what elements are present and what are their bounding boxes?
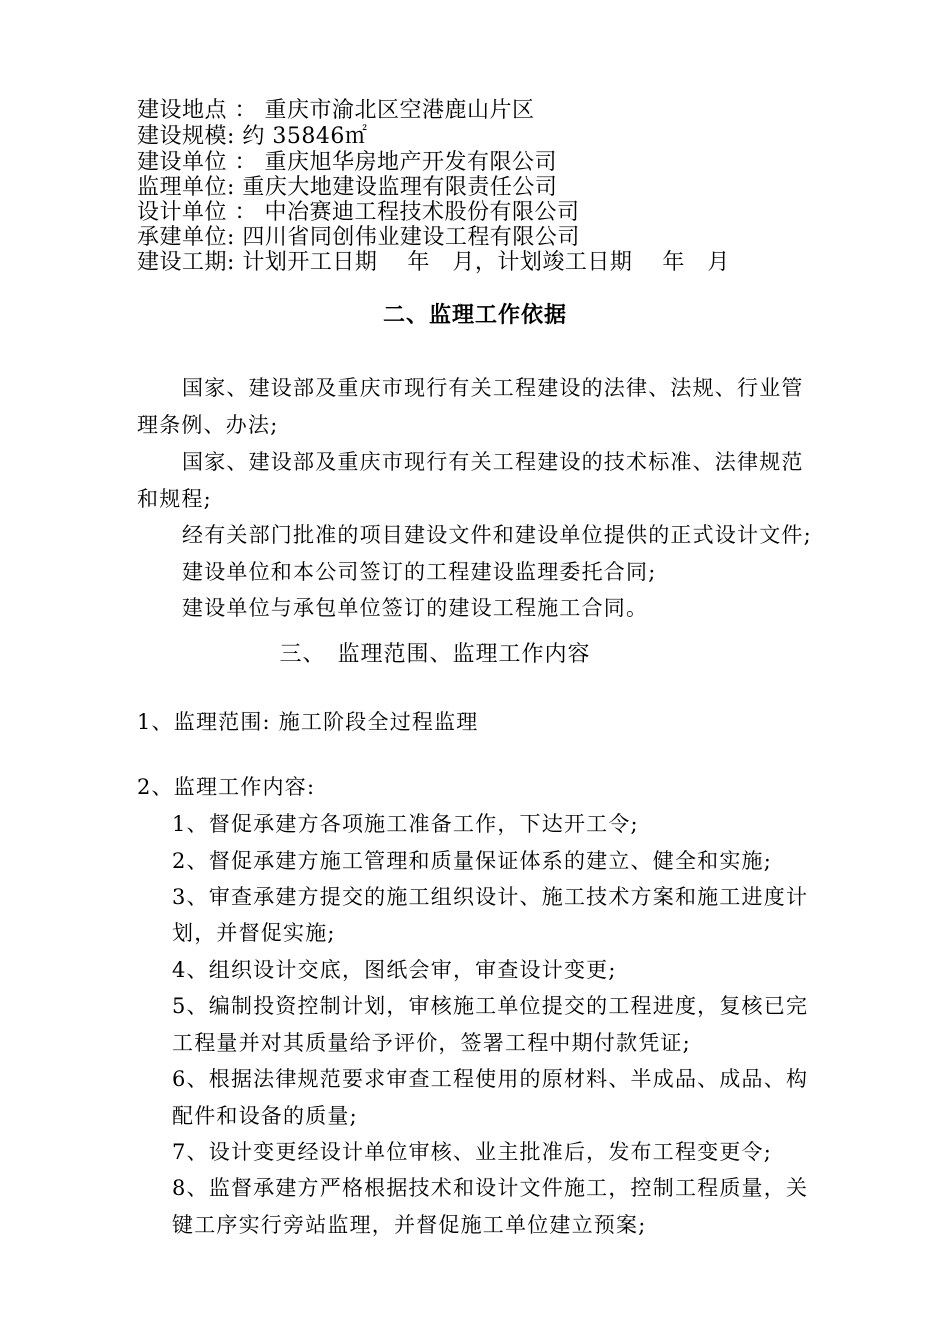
section-heading: 二、监理工作依据 [382, 302, 567, 328]
info-label: 设计单位 ： [137, 200, 257, 225]
info-row-supervisor [137, 175, 557, 201]
info-row-location [137, 98, 535, 124]
list-item-continuation: 键工序实行旁站监理，并督促施工单位建立预案; [172, 1213, 647, 1237]
list-item: 8、监督承建方严格根据技术和设计文件施工，控制工程质量，关 [172, 1176, 809, 1200]
list-item: 6、根据法律规范要求审查工程使用的原材料、半成品、成品、构 [172, 1067, 809, 1091]
info-value: 重庆旭华房地产开发有限公司 [264, 150, 558, 175]
list-item: 7、设计变更经设计单位审核、业主批准后，发布工程变更令; [172, 1140, 773, 1164]
list-item: 1、督促承建方各项施工准备工作，下达开工令; [172, 812, 639, 836]
list-item-continuation: 工程量并对其质量给予评价，签署工程中期付款凭证; [172, 1031, 691, 1055]
info-label: 建设工期: [137, 250, 235, 275]
info-label: 监理单位: [137, 175, 235, 200]
info-value: 重庆市渝北区空港鹿山片区 [264, 98, 535, 123]
body-line: 建设单位与承包单位签订的建设工程施工合同。 [182, 596, 649, 620]
info-label: 建设规模: [137, 124, 235, 149]
info-label: 承建单位: [137, 225, 235, 250]
body-line: 建设单位和本公司签订的工程建设监理委托合同; [182, 560, 657, 584]
info-row-schedule [137, 250, 730, 276]
list-item-continuation: 划，并督促实施; [172, 921, 336, 945]
info-label: 建设单位 ： [137, 150, 257, 175]
list-item: 5、编制投资控制计划，审核施工单位提交的工程进度，复核已完 [172, 994, 809, 1018]
body-line: 和规程; [137, 487, 212, 511]
body-line: 国家、建设部及重庆市现行有关工程建设的法律、法规、行业管 [182, 376, 804, 400]
info-label: 建设地点 ： [137, 98, 257, 123]
list-item: 2、监理工作内容: [137, 775, 316, 799]
list-item: 3、审查承建方提交的施工组织设计、施工技术方案和施工进度计 [172, 885, 809, 909]
list-item: 1、监理范围: 施工阶段全过程监理 [137, 710, 479, 734]
info-value: 四川省同创伟业建设工程有限公司 [242, 225, 580, 250]
body-line: 理条例、办法; [137, 413, 279, 437]
body-line: 国家、建设部及重庆市现行有关工程建设的技术标准、法律规范 [182, 450, 804, 474]
list-item-continuation: 配件和设备的质量; [172, 1104, 358, 1128]
info-value: 中冶赛迪工程技术股份有限公司 [264, 200, 580, 225]
list-item: 4、组织设计交底，图纸会审，审查设计变更; [172, 958, 617, 982]
info-value: 约 35846㎡ [242, 124, 368, 149]
info-row-contractor [137, 225, 580, 251]
info-row-designer [137, 200, 580, 226]
info-value: 计划开工日期 年 月，计划竣工日期 年 月 [242, 250, 730, 275]
info-row-scale [137, 124, 367, 150]
body-line: 经有关部门批准的项目建设文件和建设单位提供的正式设计文件; [182, 523, 812, 547]
info-row-owner [137, 150, 557, 176]
info-value: 重庆大地建设监理有限责任公司 [242, 175, 558, 200]
section-heading: 三、 监理范围、监理工作内容 [279, 642, 591, 667]
list-item: 2、督促承建方施工管理和质量保证体系的建立、健全和实施; [172, 849, 773, 873]
